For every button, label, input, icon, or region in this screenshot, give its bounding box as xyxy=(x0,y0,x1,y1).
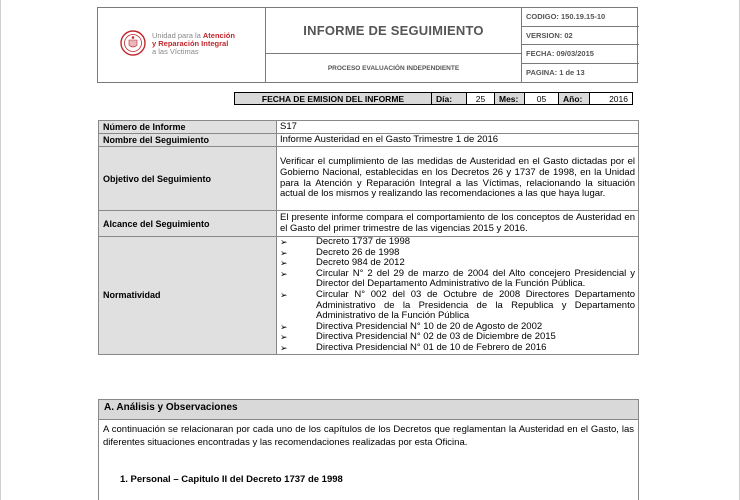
arrow-bullet-icon: ➢ xyxy=(280,289,288,300)
emission-date-row xyxy=(234,92,633,105)
row-number xyxy=(99,121,639,134)
report-info-table xyxy=(98,120,639,355)
day-label: Día: xyxy=(432,93,467,104)
value-objective: Verificar el cumplimiento de las medidas de Austeridad en el Gasto dictadas por el Gobierno Nacional, establecidas en los Decretos 26 y 1737 de 1998, en la Unidad para la Atención y Reparación Integral a las Víctimas, relacionando la situación actual de los mismos y realizando las recomendaciones a las que haya lugar. xyxy=(277,147,639,211)
regulation-text: Circular N° 002 del 03 de Octubre de 2008 Directores Departamento Administrativo de la Presidencia de la Republica y Departamento Administrativo de la Función Pública xyxy=(316,288,635,322)
regulation-item xyxy=(280,343,635,354)
coat-of-arms-icon xyxy=(120,30,146,56)
label-name: Nombre del Seguimiento xyxy=(99,134,277,147)
doc-version: VERSION: 02 xyxy=(522,27,639,46)
month-value: 05 xyxy=(525,93,559,104)
value-scope: El presente informe compara el comportamiento de los conceptos de Austeridad en el Gasto del primer trimestre de las vigencias 2015 y 2016. xyxy=(277,211,639,237)
year-label: Año: xyxy=(559,93,590,104)
row-scope xyxy=(99,211,639,237)
logo-line-3: a las Víctimas xyxy=(152,47,199,56)
regulation-text: Directiva Presidencial N° 01 de 10 de Febrero de 2016 xyxy=(316,341,547,353)
document-title: INFORME DE SEGUIMIENTO xyxy=(266,8,522,54)
year-value: 2016 xyxy=(590,93,632,104)
analysis-heading: A. Análisis y Observaciones xyxy=(98,399,639,420)
regulation-text: Decreto 984 de 2012 xyxy=(316,257,405,269)
regulation-item xyxy=(280,269,635,290)
day-value: 25 xyxy=(467,93,495,104)
arrow-bullet-icon: ➢ xyxy=(280,268,288,279)
label-number: Número de Informe xyxy=(99,121,277,134)
analysis-body: A continuación se relacionaran por cada uno de los capítulos de los Decretos que reglamentan la Austeridad en el Gasto, las diferentes situaciones encontradas y las recomendaciones realizadas por esta Oficina. xyxy=(98,420,639,500)
regulations-list xyxy=(280,237,635,354)
arrow-bullet-icon: ➢ xyxy=(280,258,288,269)
arrow-bullet-icon: ➢ xyxy=(280,332,288,343)
value-number: S17 xyxy=(277,121,639,134)
logo-cell xyxy=(98,8,266,82)
regulation-text: Directiva Presidencial N° 10 de 20 de Agosto de 2002 xyxy=(316,320,543,332)
section-1-heading: 1. Personal – Capitulo II del Decreto 1737 de 1998 xyxy=(120,474,343,485)
label-objective: Objetivo del Seguimiento xyxy=(99,147,277,211)
logo-line-1: Unidad para la xyxy=(152,31,203,40)
regulation-text: Directiva Presidencial N° 02 de 03 de Diciembre de 2015 xyxy=(316,331,556,343)
arrow-bullet-icon: ➢ xyxy=(280,321,288,332)
arrow-bullet-icon: ➢ xyxy=(280,247,288,258)
doc-page: PAGINA: 1 de 13 xyxy=(526,68,585,78)
logo-text xyxy=(152,32,235,56)
regulation-text: Circular N° 2 del 29 de marzo de 2004 del Alto concejero Presidencial y Director del Departamento Administrativo de la Función Pública. xyxy=(316,267,635,290)
regulation-text: Decreto 26 de 1998 xyxy=(316,246,400,258)
label-scope: Alcance del Seguimiento xyxy=(99,211,277,237)
document-header xyxy=(97,7,638,83)
label-regulations: Normatividad xyxy=(99,237,277,355)
emission-label: FECHA DE EMISION DEL INFORME xyxy=(235,93,432,104)
doc-code: CODIGO: 150.19.15-10 xyxy=(522,8,639,27)
logo-line-2: y Reparación Integral xyxy=(152,39,229,48)
arrow-bullet-icon: ➢ xyxy=(280,342,288,353)
value-regulations xyxy=(277,237,639,355)
row-name xyxy=(99,134,639,147)
regulation-item xyxy=(280,290,635,322)
process-name: PROCESO EVALUACIÓN INDEPENDIENTE xyxy=(266,54,522,82)
row-regulations xyxy=(99,237,639,355)
month-label: Mes: xyxy=(495,93,525,104)
header-meta xyxy=(522,8,639,82)
arrow-bullet-icon: ➢ xyxy=(280,237,288,247)
value-name: Informe Austeridad en el Gasto Trimestre 1 de 2016 xyxy=(277,134,639,147)
doc-date: FECHA: 09/03/2015 xyxy=(522,45,639,64)
logo-line-1-red: Atención xyxy=(202,31,235,40)
regulation-text: Decreto 1737 de 1998 xyxy=(316,236,411,247)
row-objective xyxy=(99,147,639,211)
